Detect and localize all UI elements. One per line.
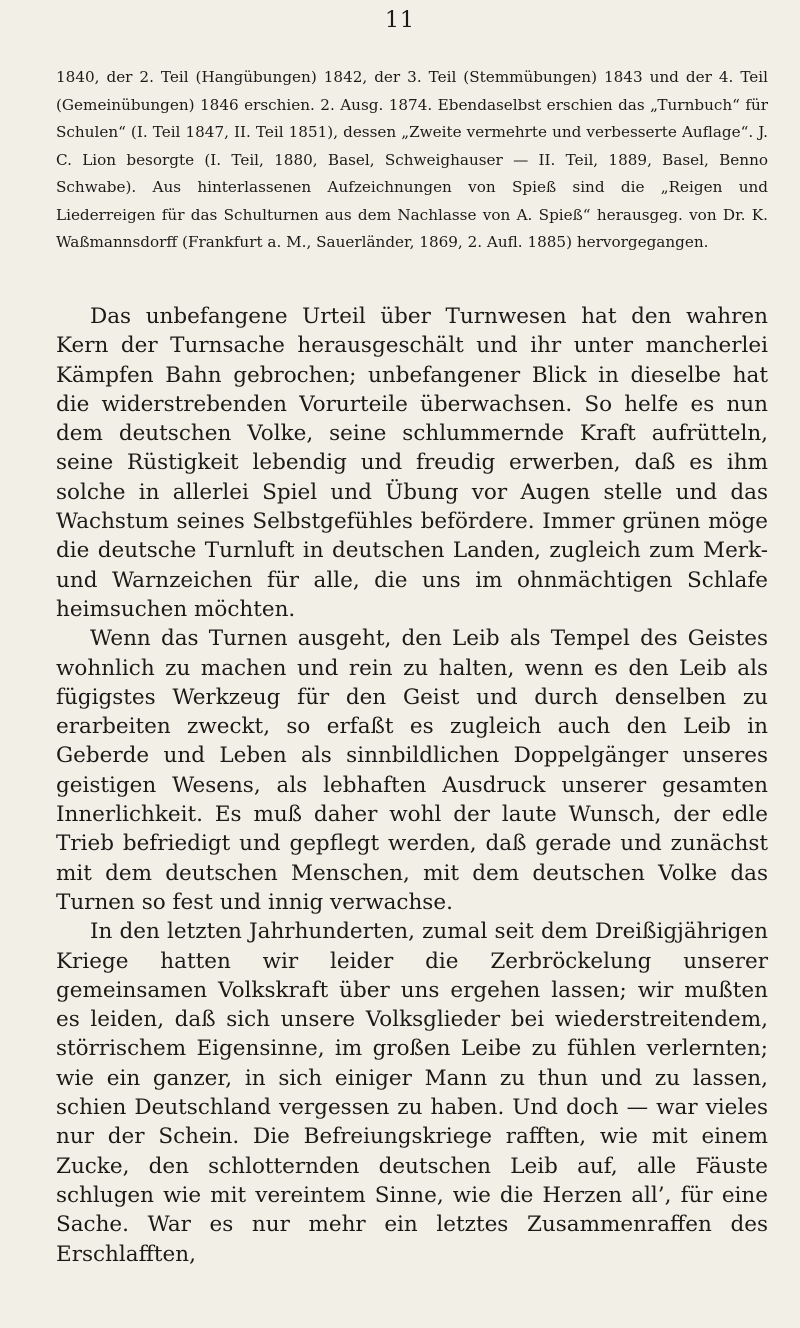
paragraph-3: In den letzten Jahrhunderten, zumal seit dem Dreißigjährigen Kriege hatten wir leider die Zerbröckelung unserer gemeinsamen Volkskraft über uns ergehen lassen; wir mußten es leiden, daß sich unsere Volksglieder bei wiederstreitendem, störrischem Eigensinne, im großen Leibe zu fühlen verlernten; wie ein ganzer, in sich einiger Mann zu thun und zu lassen, schien Deutschland vergessen zu haben. Und doch — war vieles nur der Schein. Die Befreiungskriege rafften, wie mit einem Zucke, den schlotternden deutschen Leib auf, alle Fäuste schlugen wie mit vereintem Sinne, wie die Herzen all’, für eine Sache. War es nur mehr ein letztes Zusammenraffen des Erschlafften,: [56, 919, 768, 1267]
paragraph-2: Wenn das Turnen ausgeht, den Leib als Tempel des Geistes wohnlich zu machen und rein zu halten, wenn es den Leib als fügigstes Werkzeug für den Geist und durch denselben zu erarbeiten zweckt, so erfaßt es zugleich auch den Leib in Geberde und Leben als sinnbildlichen Doppelgänger unseres geistigen Wesens, als lebhaften Ausdruck unserer gesamten Innerlichkeit. Es muß daher wohl der laute Wunsch, der edle Trieb befriedigt und gepflegt werden, daß gerade und zunächst mit dem deutschen Menschen, mit dem deutschen Volke das Turnen so fest und innig verwachse.: [56, 626, 768, 915]
body-text: [56, 302, 768, 1269]
footnote-paragraph: 1840, der 2. Teil (Hangübungen) 1842, der 3. Teil (Stemmübungen) 1843 und der 4. Teil (Gemeinübungen) 1846 erschien. 2. Ausg. 1874. Ebendaselbst erschien das „Turnbuch“ für Schulen“ (I. Teil 1847, II. Teil 1851), dessen „Zweite vermehrte und verbesserte Auflage“. J. C. Lion besorgte (I. Teil, 1880, Basel, Schweighauser — II. Teil, 1889, Basel, Benno Schwabe). Aus hinterlassenen Aufzeichnungen von Spieß sind die „Reigen und Liederreigen für das Schulturnen aus dem Nachlasse von A. Spieß“ herausgeg. von Dr. K. Waßmannsdorff (Frankfurt a. M., Sauerländer, 1869, 2. Aufl. 1885) hervorgegangen.: [56, 68, 768, 251]
page-number: 11: [385, 8, 415, 33]
paragraph-1: Das unbefangene Urteil über Turnwesen hat den wahren Kern der Turnsache herausgeschält und ihr unter mancherlei Kämpfen Bahn gebrochen; unbefangener Blick in dieselbe hat die widerstrebenden Vorurteile überwachsen. So helfe es nun dem deutschen Volke, seine schlummernde Kraft aufrütteln, seine Rüstigkeit lebendig und freudig erwerben, daß es ihm solche in allerlei Spiel und Übung vor Augen stelle und das Wachstum seines Selbstgefühles befördere. Immer grünen möge die deutsche Turnluft in deutschen Landen, zugleich zum Merk- und Warnzeichen für alle, die uns im ohnmächtigen Schlafe heimsuchen möchten.: [56, 304, 768, 622]
